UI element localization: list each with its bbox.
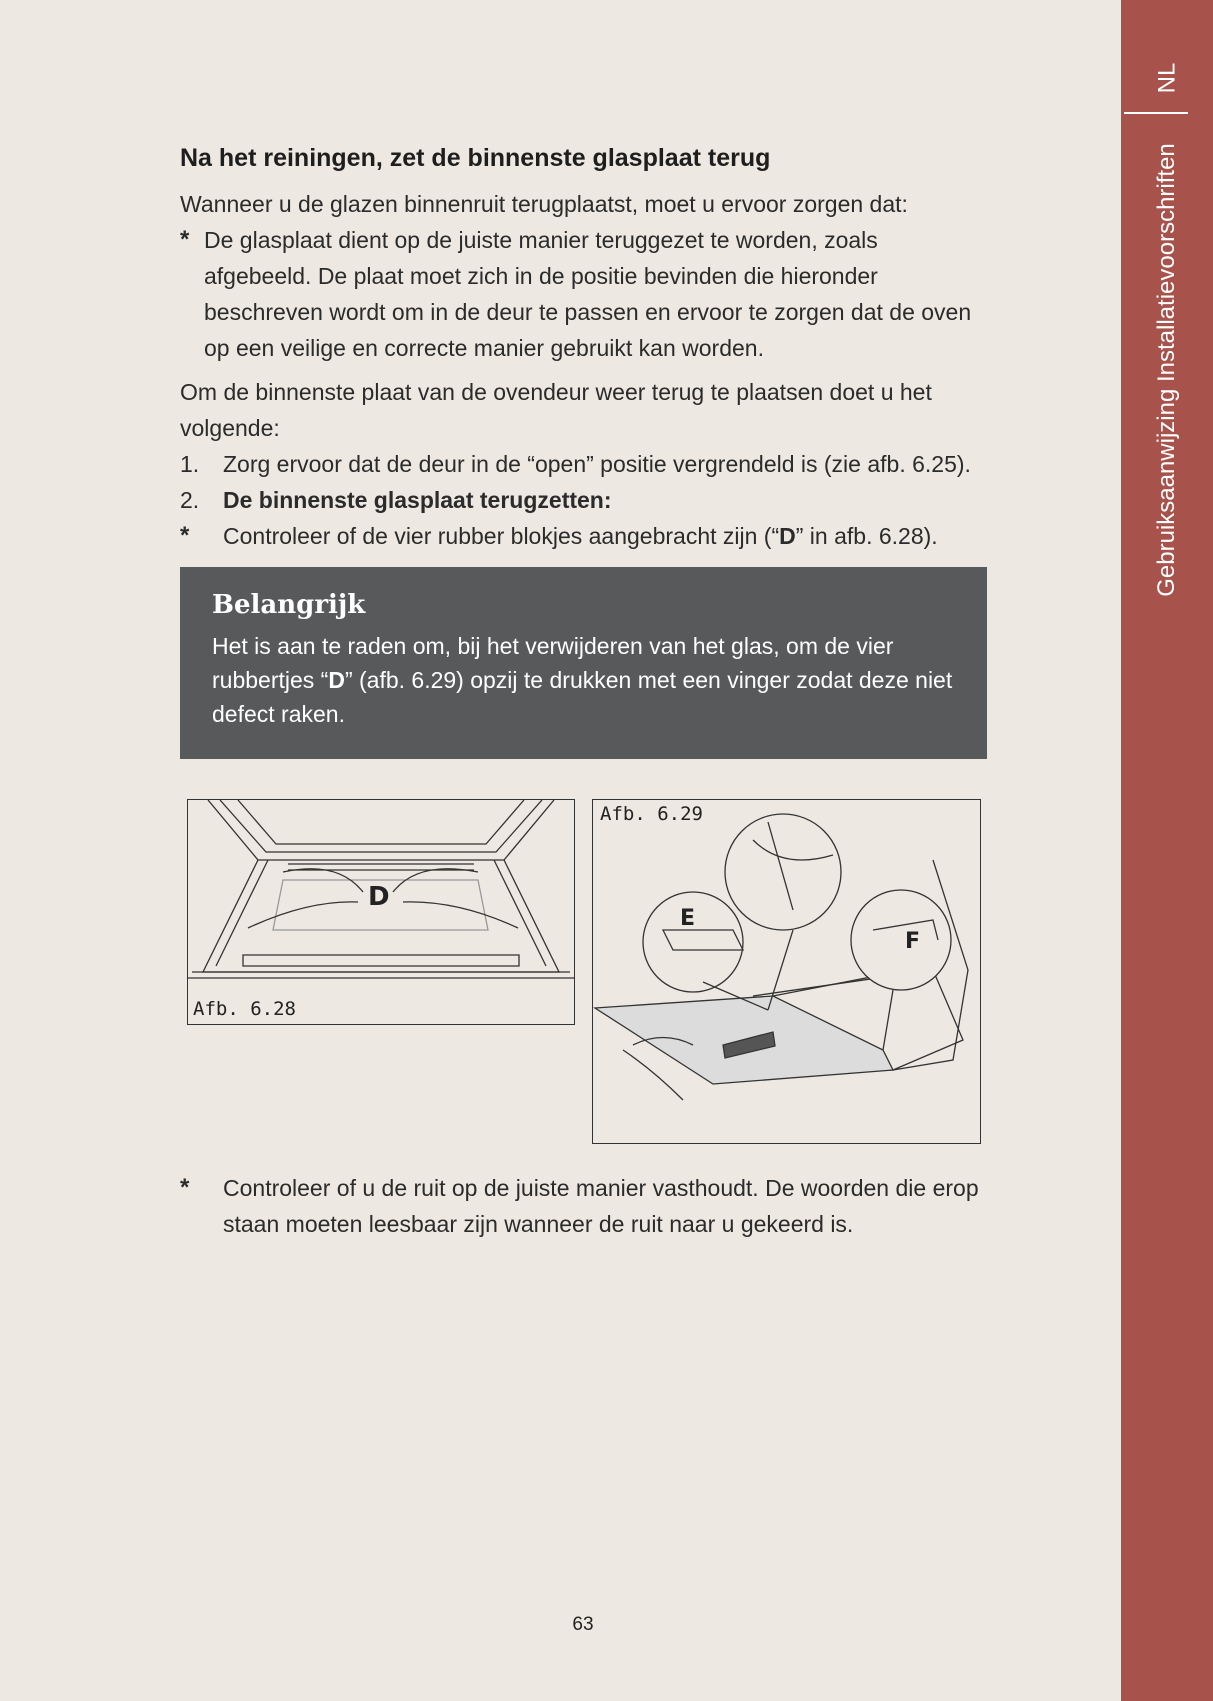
figure-caption: Afb. 6.28 xyxy=(193,998,296,1020)
glass-insertion-illustration xyxy=(593,800,980,1143)
steps-intro: Om de binnenste plaat van de ovendeur weer terug te plaatsen doet u het volgende: xyxy=(180,379,932,441)
figure-caption: Afb. 6.29 xyxy=(600,803,703,825)
figure-6-29 xyxy=(592,799,981,1144)
step-text: De binnenste glasplaat terugzetten: xyxy=(223,487,612,513)
language-tab: NL xyxy=(1153,62,1180,94)
callout-d: D xyxy=(368,882,390,912)
callout-e: E xyxy=(680,906,696,931)
bullet-item xyxy=(180,518,980,554)
bullet-text: Controleer of u de ruit op de juiste manier vasthoudt. De woorden die erop staan moeten leesbaar zijn wanneer de ruit naar u gekeerd is. xyxy=(223,1175,979,1237)
bullet-text: Controleer of de vier rubber blokjes aangebracht zijn (“D” in afb. 6.28). xyxy=(223,523,938,549)
step-item xyxy=(180,482,980,518)
step-text: Zorg ervoor dat de deur in de “open” positie vergrendeld is (zie afb. 6.25). xyxy=(223,451,971,477)
intro-paragraph: Wanneer u de glazen binnenruit terugplaatst, moet u ervoor zorgen dat: xyxy=(180,191,908,217)
bullet-asterisk: * xyxy=(180,226,190,253)
bullet-text: De glasplaat dient op de juiste manier teruggezet te worden, zoals afgebeeld. De plaat moet zich in de positie bevinden die hieronder beschreven wordt om in de deur te passen en ervoor te zorgen dat de oven op een veilige en correcte manier gebruikt kan worden. xyxy=(204,227,972,361)
important-note xyxy=(180,567,987,759)
note-title: Belangrijk xyxy=(212,590,366,620)
bullet-item xyxy=(180,222,980,366)
bullet-asterisk: * xyxy=(180,1174,190,1201)
bullet-asterisk: * xyxy=(180,522,190,549)
note-text: Het is aan te raden om, bij het verwijderen van het glas, om de vier rubbertjes “D” (afb. 6.29) opzij te drukken met een vinger zodat deze niet defect raken. xyxy=(212,633,953,727)
step-number: 2. xyxy=(180,487,200,513)
callout-f: F xyxy=(905,929,921,954)
bullet-item xyxy=(180,1170,980,1242)
step-item xyxy=(180,446,980,482)
figure-6-28 xyxy=(187,799,575,1025)
manual-title-vertical: Gebruiksaanwijzing Installatievoorschriften xyxy=(1153,143,1180,597)
page-number: 63 xyxy=(572,1614,594,1635)
side-divider xyxy=(1124,112,1188,114)
instructions-section xyxy=(180,140,980,554)
step-number: 1. xyxy=(180,451,200,477)
section-heading: Na het reiningen, zet de binnenste glasplaat terug xyxy=(180,144,771,172)
oven-door-illustration xyxy=(188,800,574,1024)
